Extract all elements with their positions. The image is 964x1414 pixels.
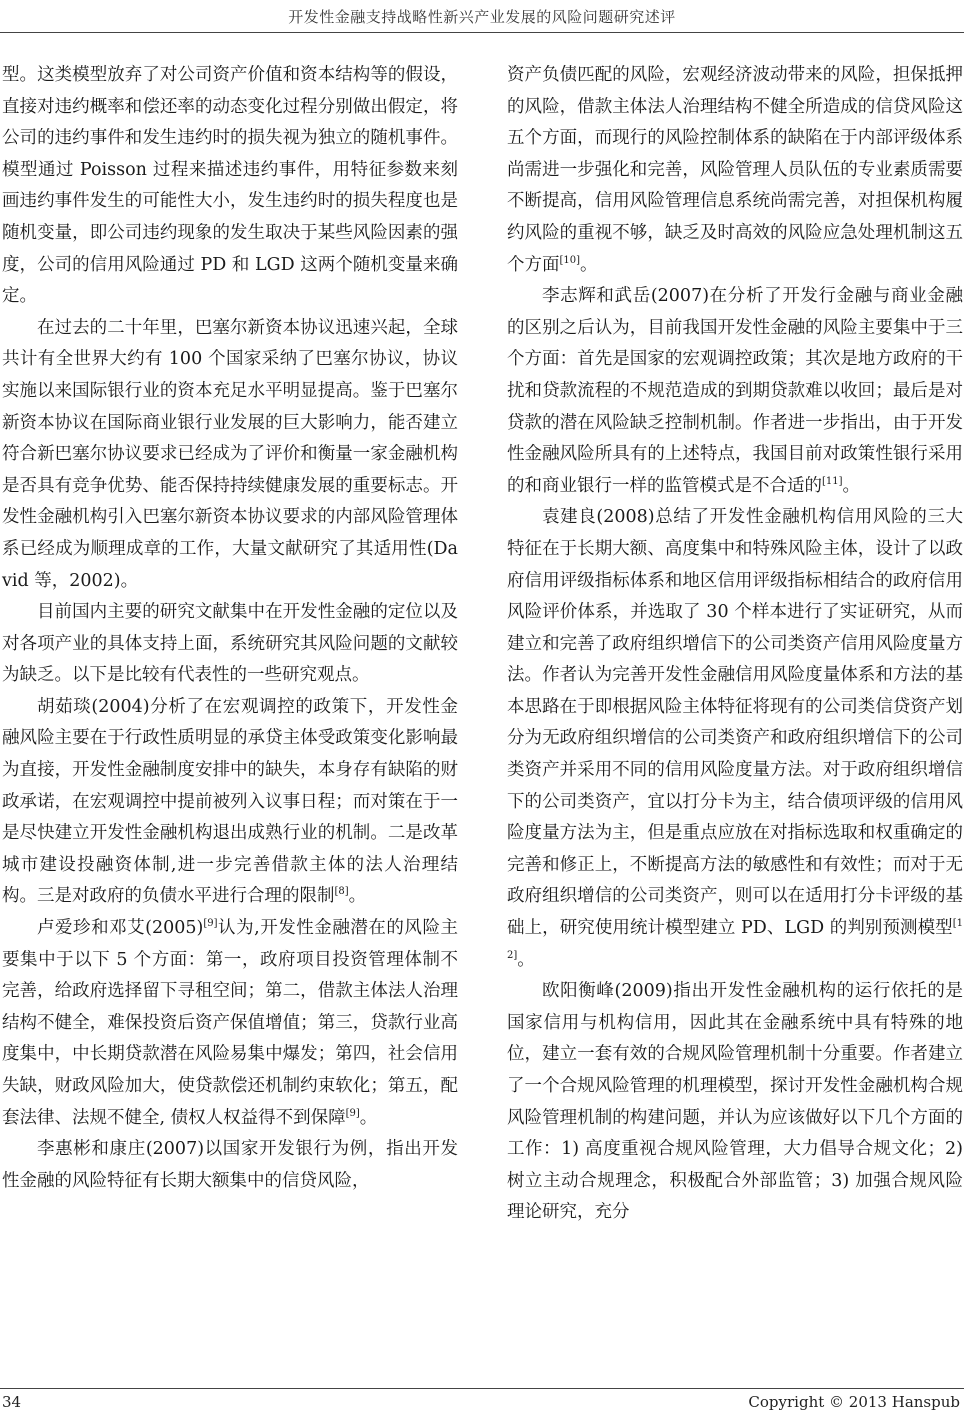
citation: [10]	[559, 254, 581, 266]
paragraph: 欧阳衡峰(2009)指出开发性金融机构的运行依托的是国家信用与机构信用，因此其在金融系统中具有特殊的地位，建立一套有效的合规风险管理机制十分重要。作者建立了一个合规风险管理的机理模型，探讨开发性金融机构合规风险管理机制的构建问题，并认为应该做好以下几个方面的工作：1) 高度重视合规风险管理，大力倡导合规文化；2) 树立主动合规理念，积极配合外部监管；3) 加强合规风险理论研究，充分	[507, 981, 963, 1223]
paragraph: 型。这类模型放弃了对公司资产价值和资本结构等的假设，直接对违约概率和偿还率的动态变化过程分别做出假定，将公司的违约事件和发生违约时的损失视为独立的随机事件。模型通过 Poisson 过程来描述违约事件，用特征参数来刻画违约事件发生的可能性大小，发生违约时的损失程度也是随机变量，即公司违约现象的发生取决于某些风险因素的强度，公司的信用风险通过 PD 和 LGD 这两个随机变量来确定。	[2, 65, 458, 307]
paragraph: 李惠彬和康庄(2007)以国家开发银行为例，指出开发性金融的风险特征有长期大额集中的信贷风险，	[2, 1139, 458, 1191]
right-column	[507, 60, 963, 1229]
citation: [9]	[203, 918, 218, 930]
running-header: 开发性金融支持战略性新兴产业发展的风险问题研究述评	[288, 8, 676, 26]
citation: [12]	[507, 918, 963, 961]
left-column	[2, 60, 458, 1197]
paragraph: 卢爱珍和邓艾(2005)[9]认为,开发性金融潜在的风险主要集中于以下 5 个方面：第一，政府项目投资管理体制不完善，给政府选择留下寻租空间；第二，借款主体法人治理结构不健全，难保投资后资产保值增值；第三，贷款行业高度集中，中长期贷款潜在风险易集中爆发；第四，社会信用失缺，财政风险加大，使贷款偿还机制约束软化；第五，配套法律、法规不健全, 债权人权益得不到保障[9]。	[2, 918, 458, 1128]
paragraph: 目前国内主要的研究文献集中在开发性金融的定位以及对各项产业的具体支持上面，系统研究其风险问题的文献较为缺乏。以下是比较有代表性的一些研究观点。	[2, 602, 458, 686]
paragraph: 袁建良(2008)总结了开发性金融机构信用风险的三大特征在于长期大额、高度集中和特殊风险主体，设计了以政府信用评级指标体系和地区信用评级指标相结合的政府信用风险评价体系，并选取了 30 个样本进行了实证研究，从而建立和完善了政府组织增信下的公司类资产信用风险度量方法。作者认为完善开发性金融信用风险度量体系和方法的基本思路在于即根据风险主体特征将现有的公司类信贷资产划分为无政府组织增信的公司类资产和政府组织增信下的公司类资产并采用不同的信用风险度量方法。对于政府组织增信下的公司类资产，宜以打分卡为主，结合债项评级的信用风险度量方法为主，但是重点应放在对指标选取和权重确定的完善和修正上，不断提高方法的敏感性和有效性；而对于无政府组织增信的公司类资产，则可以在适用打分卡评级的基础上，研究使用统计模型建立 PD、LGD 的判别预测模型[12]。	[507, 507, 963, 970]
paragraph: 李志辉和武岳(2007)在分析了开发行金融与商业金融的区别之后认为，目前我国开发性金融的风险主要集中于三个方面：首先是国家的宏观调控政策；其次是地方政府的干扰和贷款流程的不规范造成的到期贷款难以收回；最后是对贷款的潜在风险缺乏控制机制。作者进一步指出，由于开发性金融风险所具有的上述特点，我国目前对政策性银行采用的和商业银行一样的监管模式是不合适的[11]。	[507, 286, 963, 496]
copyright-notice: Copyright © 2013 Hanspub	[748, 1393, 960, 1411]
citation: [9]	[345, 1107, 360, 1119]
header-rule	[0, 32, 964, 33]
paragraph: 在过去的二十年里，巴塞尔新资本协议迅速兴起，全球共计有全世界大约有 100 个国家采纳了巴塞尔协议，协议实施以来国际银行业的资本充足水平明显提高。鉴于巴塞尔新资本协议在国际商业银行业发展的巨大影响力，能否建立符合新巴塞尔协议要求已经成为了评价和衡量一家金融机构是否具有竞争优势、能否保持持续健康发展的重要标志。开发性金融机构引入巴塞尔新资本协议要求的内部风险管理体系已经成为顺理成章的工作，大量文献研究了其适用性(David 等，2002)。	[2, 317, 458, 591]
paragraph: 胡茹琰(2004)分析了在宏观调控的政策下，开发性金融风险主要在于行政性质明显的承贷主体受政策变化影响最为直接，开发性金融制度安排中的缺失，本身存有缺陷的财政承诺，在宏观调控中提前被列入议事日程；而对策在于一是尽快建立开发性金融机构退出成熟行业的机制。二是改革城市建设投融资体制,进一步完善借款主体的法人治理结构。三是对政府的负债水平进行合理的限制[8]。	[2, 696, 458, 907]
citation: [11]	[822, 475, 843, 487]
citation: [8]	[334, 886, 349, 898]
footer-rule	[0, 1388, 964, 1389]
page-number: 34	[2, 1393, 22, 1411]
paragraph: 资产负债匹配的风险，宏观经济波动带来的风险，担保抵押的风险，借款主体法人治理结构不健全所造成的信贷风险这五个方面，而现行的风险控制体系的缺陷在于内部评级体系尚需进一步强化和完善，风险管理人员队伍的专业素质需要不断提高，信用风险管理信息系统尚需完善，对担保机构履约风险的重视不够，缺乏及时高效的风险应急处理机制这五个方面[10]。	[507, 65, 963, 275]
